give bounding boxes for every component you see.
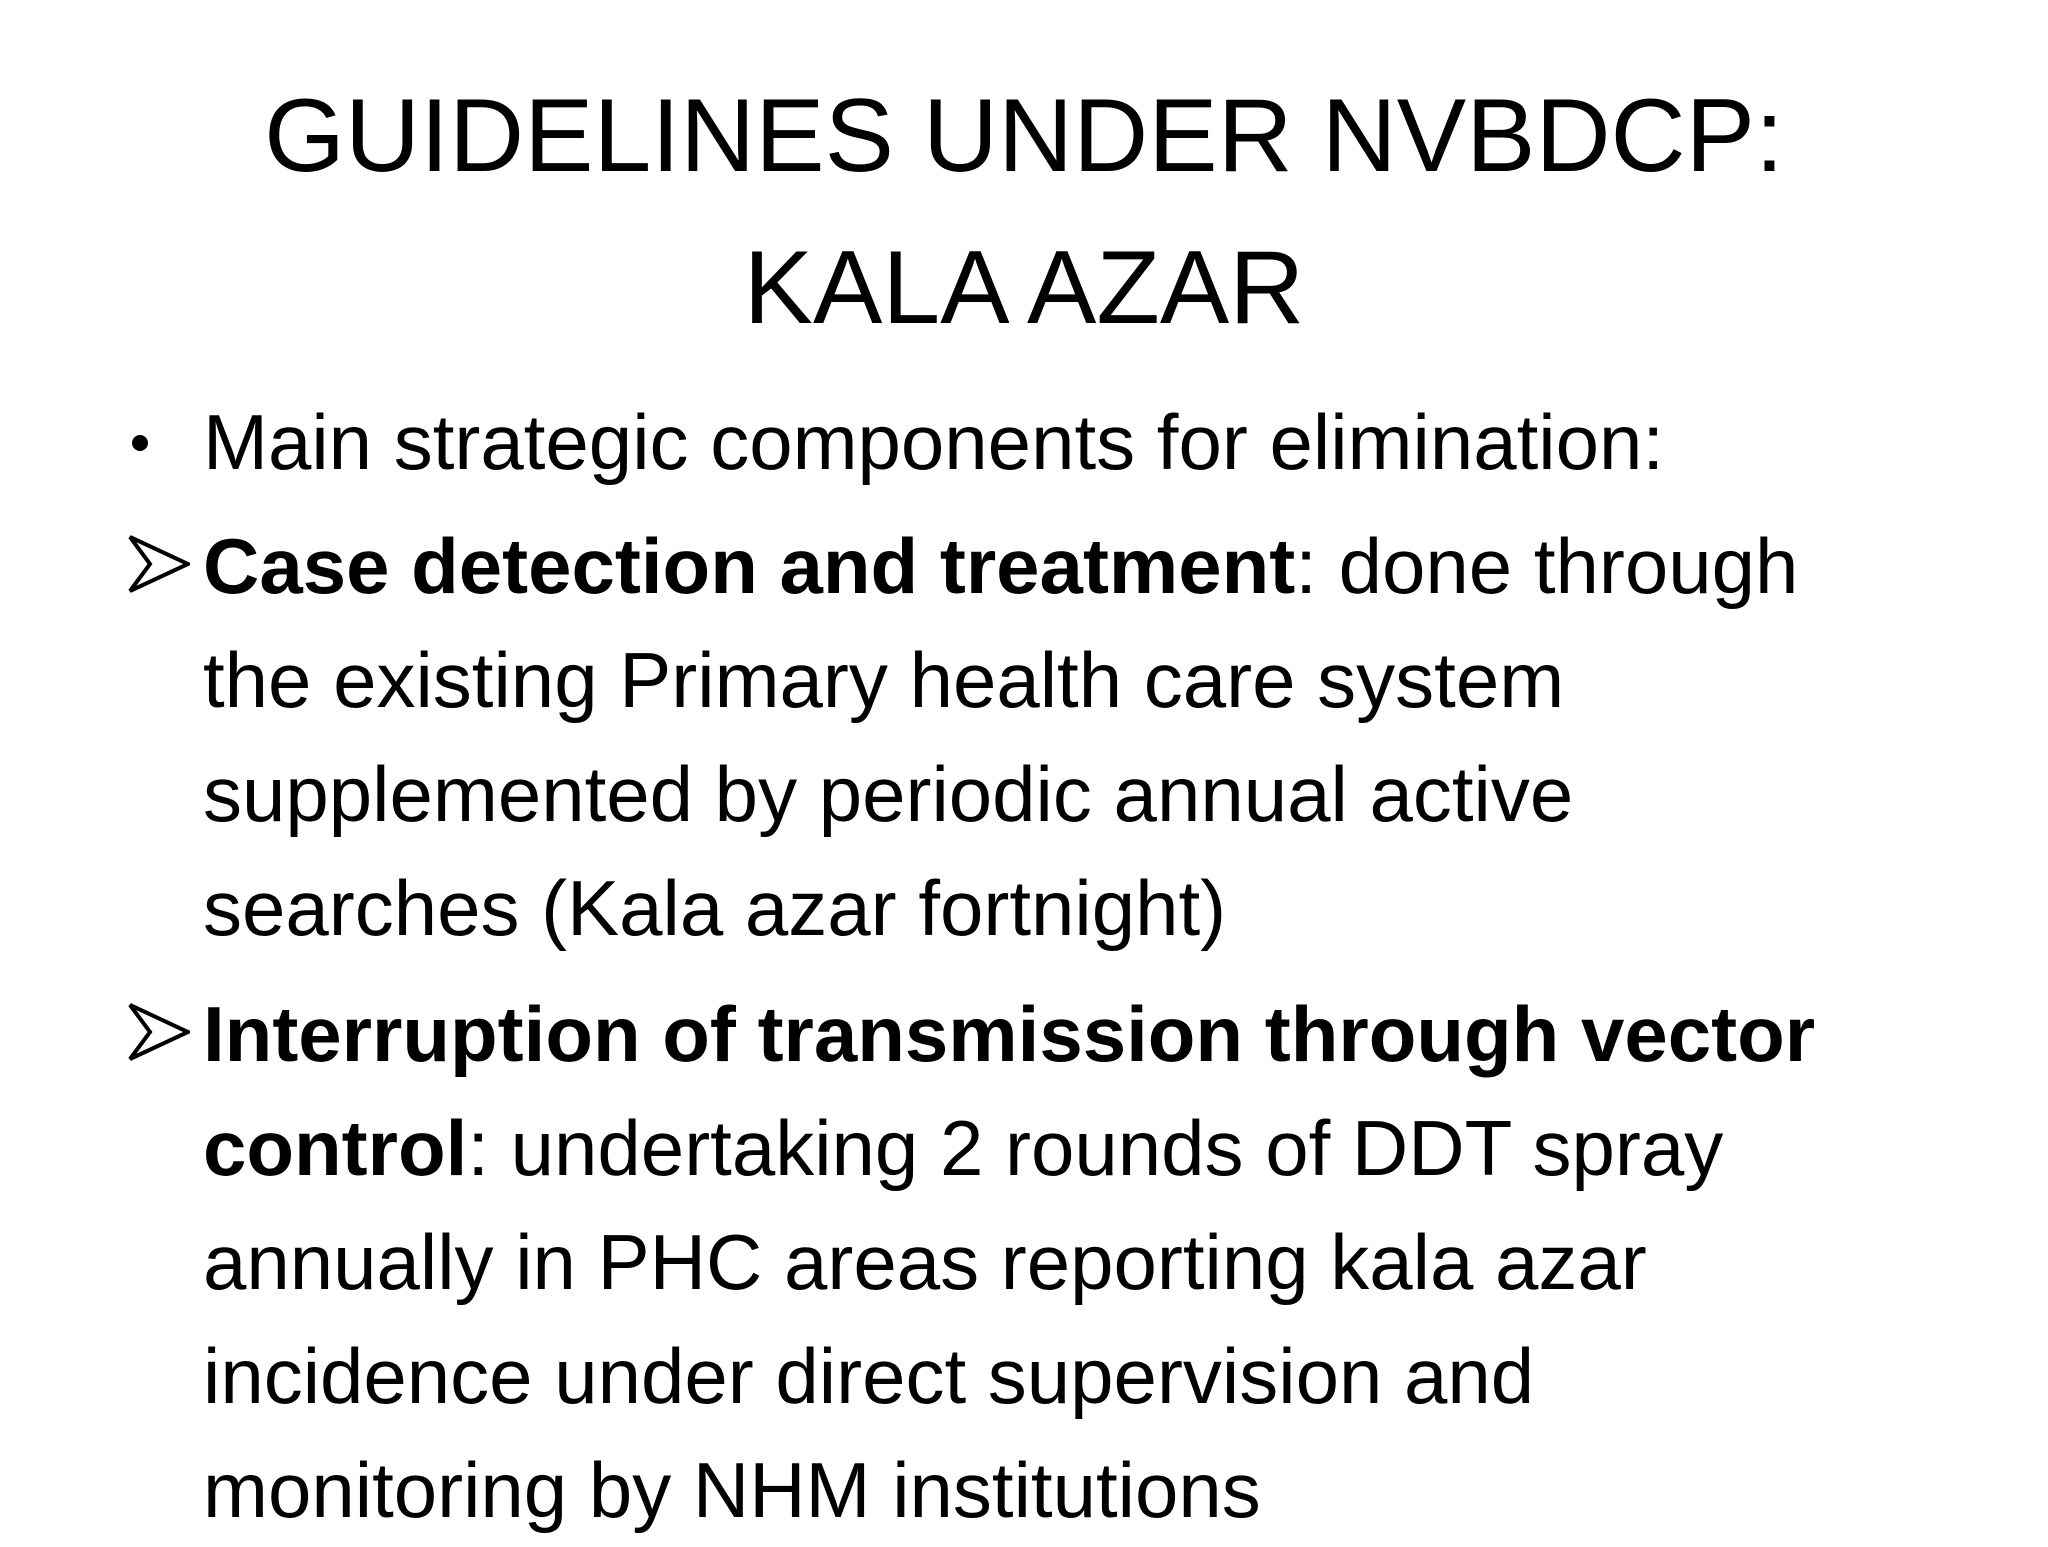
arrow-bullet-icon <box>128 977 198 1091</box>
bullet-list <box>0 385 2048 1547</box>
bullet-case-detection-line-4: searches (Kala azar fortnight) <box>203 864 1227 952</box>
bullet-vector-control-line-3: annually in PHC areas reporting kala azar <box>203 1218 1647 1306</box>
slide-title-line-1: GUIDELINES UNDER NVBDCP: <box>264 78 1784 194</box>
bullet-vector-control-line-4: incidence under direct supervision and <box>203 1332 1535 1420</box>
bullet-case-detection-rest: : done through <box>1295 522 1799 610</box>
bullet-vector-control-line-5: monitoring by NHM institutions <box>203 1446 1261 1534</box>
arrow-bullet-icon <box>128 509 198 623</box>
bullet-case-detection-line-3: supplemented by periodic annual active <box>203 750 1574 838</box>
bullet-dot-icon <box>128 385 198 499</box>
bullet-vector-control-heading-line-2: control <box>203 1104 468 1192</box>
bullet-vector-control-rest: : undertaking 2 rounds of DDT spray <box>467 1104 1724 1192</box>
bullet-vector-control-heading-line-1: Interruption of transmission through vector <box>203 990 1816 1078</box>
slide-title-line-2: KALA AZAR <box>743 230 1305 346</box>
bullet-case-detection <box>0 509 1943 965</box>
bullet-case-detection-heading: Case detection and treatment <box>203 522 1296 610</box>
bullet-vector-control <box>0 977 1943 1547</box>
bullet-case-detection-line-1 <box>203 509 1943 623</box>
bullet-main <box>0 385 1943 499</box>
bullet-vector-control-line-2 <box>203 1091 1943 1205</box>
bullet-main-text: Main strategic components for elimination: <box>203 398 1665 486</box>
bullet-case-detection-line-2: the existing Primary health care system <box>203 636 1565 724</box>
slide-title <box>0 60 2048 364</box>
